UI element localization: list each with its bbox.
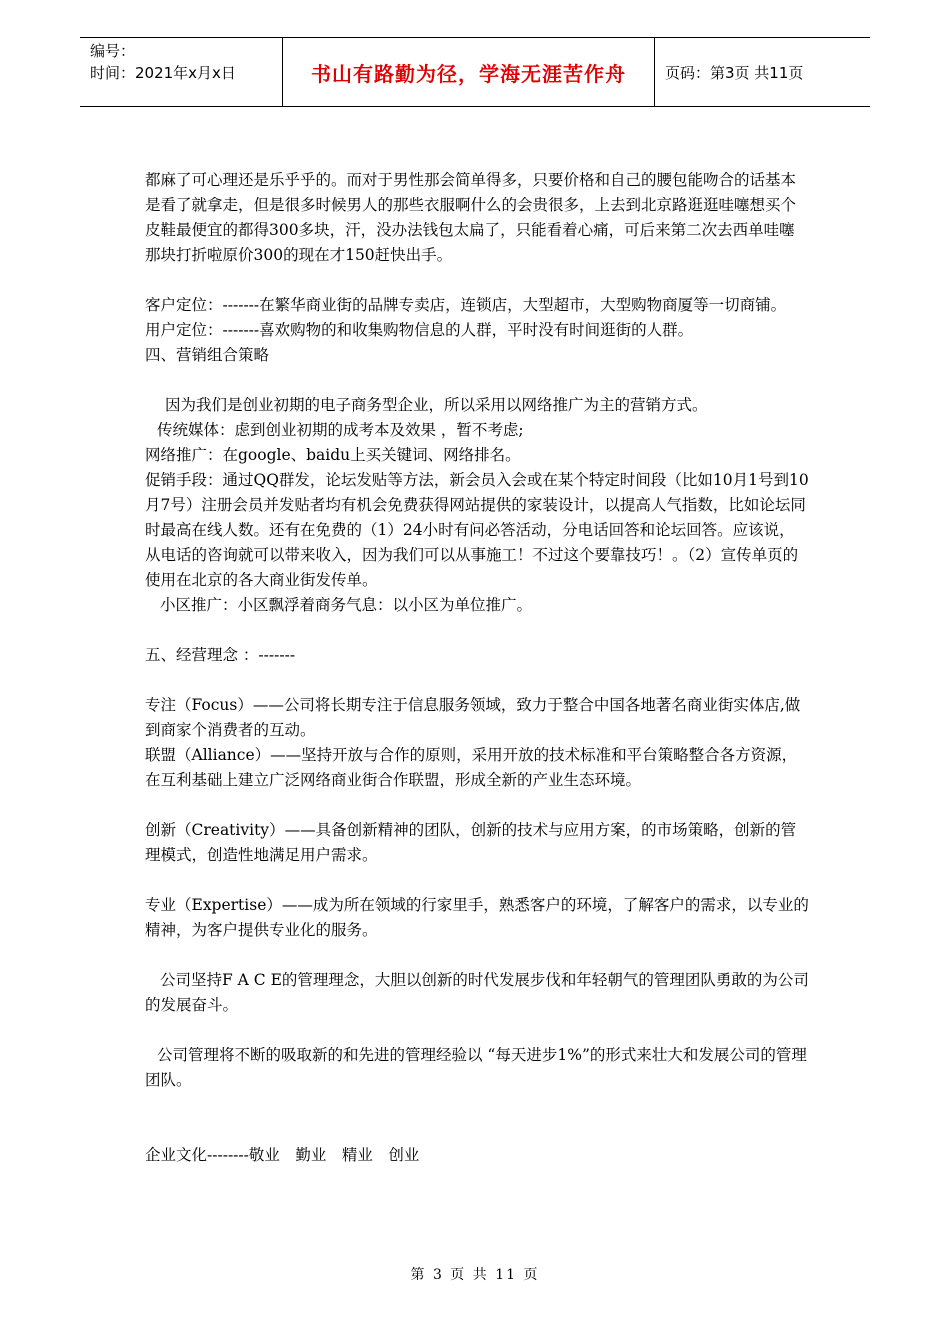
paragraph-customer-positioning: 客户定位：-------在繁华商业街的品牌专卖店，连锁店，大型超市，大型购物商厦等一切商铺。 xyxy=(145,296,787,314)
paragraph-online-promotion: 网络推广：在google、baidu上买关键词、网络排名。 xyxy=(145,446,521,464)
header-motto: 书山有路勤为径，学海无涯苦作舟 xyxy=(311,61,626,86)
paragraph-expertise: 专业（Expertise）——成为所在领域的行家里手，熟悉客户的环境，了解客户的需求，以专业的精神，为客户提供专业化的服务。 xyxy=(145,896,809,939)
paragraph-focus: 专注（Focus）——公司将长期专注于信息服务领域，致力于整合中国各地著名商业街实体店,做到商家个消费者的互动。 xyxy=(145,696,801,739)
paragraph-corporate-culture: 企业文化--------敬业 勤业 精业 创业 xyxy=(145,1146,420,1164)
paragraph-community-promotion: 小区推广：小区飘浮着商务气息：以小区为单位推广。 xyxy=(160,596,533,614)
paragraph: 因为我们是创业初期的电子商务型企业，所以采用以网络推广为主的营销方式。 xyxy=(165,396,708,414)
paragraph-alliance: 联盟（Alliance）——坚持开放与合作的原则，采用开放的技术标准和平台策略整合各方资源，在互利基础上建立广泛网络商业街合作联盟，形成全新的产业生态环境。 xyxy=(145,746,798,789)
paragraph-promotion-means: 促销手段：通过QQ群发，论坛发贴等方法，新会员入会或在某个特定时间段（比如10月1号到10月7号）注册会员并发贴者均有机会免费获得网站提供的家装设计，以提高人气指数，比如论坛同时最高在线人数。还有在免费的（1）24小时有问必答活动，分电话回答和论坛回答。应该说，从电话的咨询就可以带来收入，因为我们可以从事施工！不过这个要靠技巧！。（2）宣传单页的使用在北京的各大商业街发传单。 xyxy=(145,471,809,589)
section-heading-business-philosophy: 五、经营理念 ：------- xyxy=(145,646,296,664)
paragraph-traditional-media: 传统媒体：虑到创业初期的成考本及效果 ，暂不考虑; xyxy=(157,421,524,439)
page-header xyxy=(80,37,870,107)
paragraph-creativity: 创新（Creativity）——具备创新精神的团队，创新的技术与应用方案，的市场策略，创新的管理模式，创造性地满足用户需求。 xyxy=(145,821,797,864)
page-footer: 第 3 页 共 11 页 xyxy=(410,1267,540,1283)
paragraph-management: 公司管理将不断的吸取新的和先进的管理经验以 “每天进步1%”的形式来壮大和发展公司的管理团队。 xyxy=(145,1046,807,1089)
paragraph: 都麻了可心理还是乐乎乎的。而对于男性那会简单得多，只要价格和自己的腰包能吻合的话基本是看了就拿走，但是很多时候男人的那些衣服啊什么的会贵很多，上去到北京路逛逛哇噻想买个皮鞋最便宜的都得300多块，汗，没办法钱包太扁了，只能看着心痛，可后来第二次去西单哇噻那块打折啦原价300的现在才150赶快出手。 xyxy=(145,171,797,264)
paragraph-face-philosophy: 公司坚持F A C E的管理理念，大胆以创新的时代发展步伐和年轻朝气的管理团队勇敢的为公司的发展奋斗。 xyxy=(145,971,809,1014)
header-page-info: 页码：第3页 共11页 xyxy=(665,63,804,82)
document-body xyxy=(145,168,810,1168)
section-heading-marketing-strategy: 四、营销组合策略 xyxy=(145,346,270,364)
header-motto-cell xyxy=(282,38,655,106)
paragraph-user-positioning: 用户定位：-------喜欢购物的和收集购物信息的人群，平时没有时间逛街的人群。 xyxy=(145,321,694,339)
document-date: 时间：2021年x月x日 xyxy=(90,64,236,82)
header-meta xyxy=(80,38,282,106)
document-number-label: 编号： xyxy=(90,42,136,60)
